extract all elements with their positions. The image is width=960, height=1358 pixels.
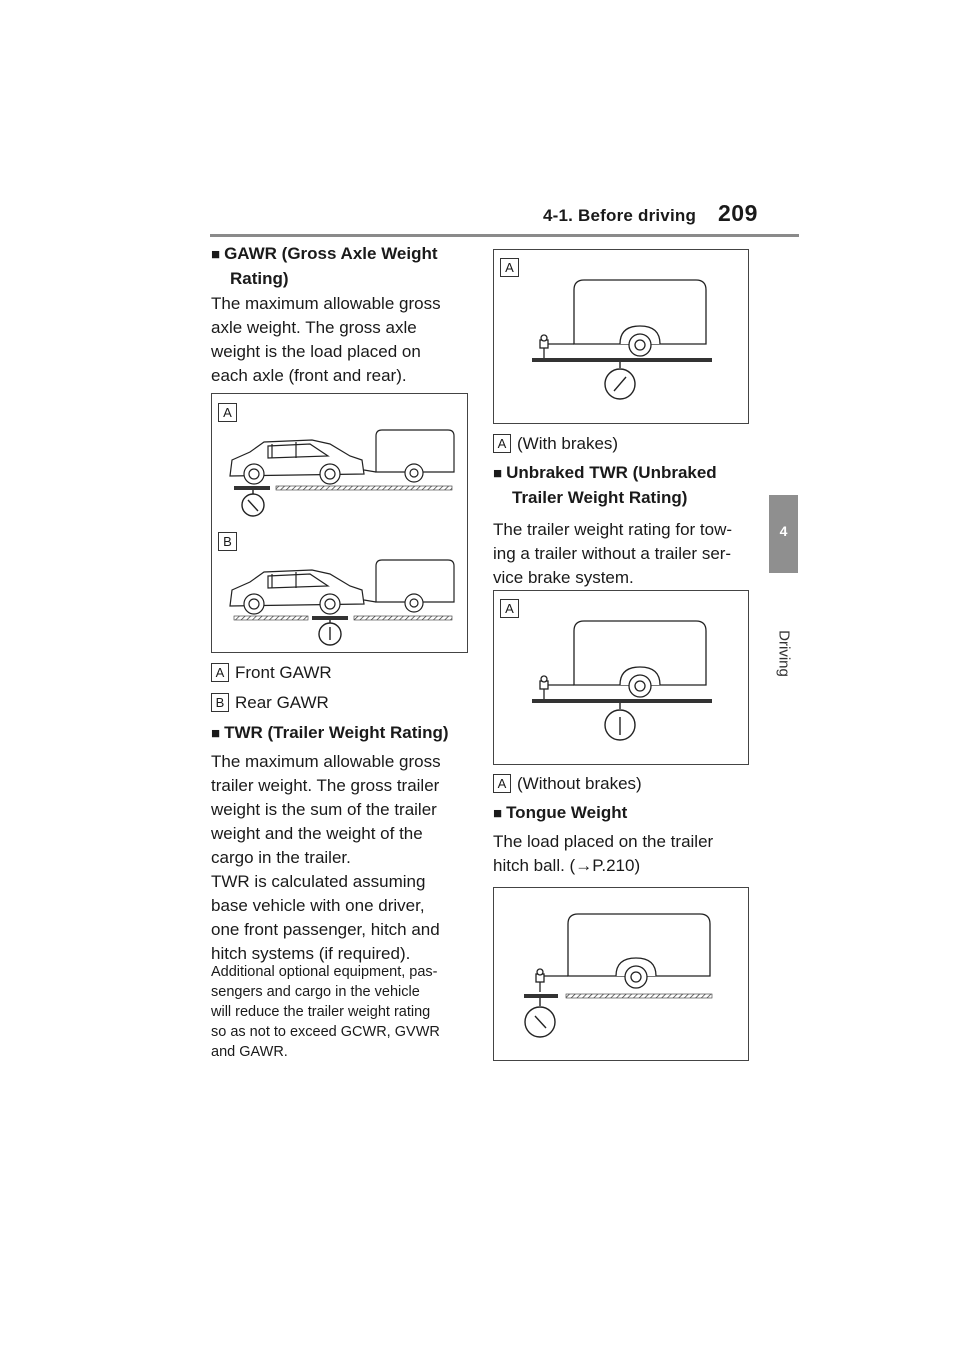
- unbraked-trailer-figure: [493, 590, 749, 765]
- caption-without-brakes: A (Without brakes): [493, 772, 755, 796]
- arrow-right-icon: →: [575, 856, 593, 875]
- tongue-weight-figure: [493, 887, 749, 1061]
- gawr-figure: [211, 393, 468, 653]
- chapter-number: 4: [779, 523, 788, 539]
- figure-badge-a: A: [500, 258, 519, 277]
- unbraked-trailer-illustration: [494, 591, 748, 764]
- tongue-weight-illustration: [494, 888, 748, 1060]
- scale-gauge-icon: [319, 620, 341, 645]
- gawr-heading: ■ GAWR (Gross Axle Weight Rating): [211, 244, 438, 288]
- figure-badge-a: A: [500, 599, 519, 618]
- caption-badge-b: B: [211, 693, 229, 712]
- braked-trailer-figure: [493, 249, 749, 424]
- chapter-label: Driving: [775, 630, 793, 677]
- bullet-square-icon: ■: [211, 246, 221, 263]
- twr-note: Additional optional equipment, pas- sengers and cargo in the vehicle will reduce the trailer weight rating so as not to exceed GCWR, GVWR and GAWR.: [211, 964, 440, 1060]
- tongue-weight-heading: ■ Tongue Weight: [493, 803, 628, 822]
- bullet-square-icon: ■: [493, 805, 503, 822]
- bullet-square-icon: ■: [211, 725, 221, 742]
- suv-trailer-bottom: [230, 560, 454, 614]
- figure-badge-a: A: [218, 403, 237, 422]
- gawr-illustration: [212, 394, 467, 652]
- caption-with-brakes: A (With brakes): [493, 432, 755, 456]
- scale-gauge-icon: [605, 362, 635, 399]
- tongue-weight-paragraph: The load placed on the trailer hitch ball. (→P.210): [493, 832, 714, 875]
- caption-rear-gawr: B Rear GAWR: [211, 691, 473, 715]
- twr-heading: ■ TWR (Trailer Weight Rating): [211, 723, 449, 742]
- scale-gauge-icon: [525, 998, 555, 1037]
- twr-paragraph: The maximum allowable gross trailer weight. The gross trailer weight is the sum of the trailer weight and the weight of the cargo in the trailer.: [211, 752, 441, 867]
- caption-badge-a: A: [493, 434, 511, 453]
- unbraked-paragraph: The trailer weight rating for tow- ing a trailer without a trailer ser- vice brake system.: [493, 520, 733, 587]
- gawr-paragraph: The maximum allowable gross axle weight. The gross axle weight is the load placed on each axle (front and rear).: [211, 294, 441, 385]
- braked-trailer-illustration: [494, 250, 748, 423]
- header-divider: [210, 234, 799, 237]
- scale-gauge-icon: [605, 703, 635, 740]
- caption-badge-a: A: [211, 663, 229, 682]
- twr-paragraph-2: TWR is calculated assuming base vehicle with one driver, one front passenger, hitch and hitch systems (if required).: [211, 872, 440, 963]
- caption-front-gawr: A Front GAWR: [211, 661, 473, 685]
- bullet-square-icon: ■: [493, 465, 503, 482]
- figure-badge-b: B: [218, 532, 237, 551]
- unbraked-heading: ■ Unbraked TWR (Unbraked Trailer Weight Rating): [493, 463, 717, 507]
- scale-gauge-icon: [242, 490, 264, 516]
- suv-trailer-top: [230, 430, 454, 484]
- page-reference-link[interactable]: P.210): [592, 856, 641, 875]
- caption-badge-a: A: [493, 774, 511, 793]
- page-number: 209: [718, 200, 758, 226]
- section-title: 4-1. Before driving: [543, 206, 697, 225]
